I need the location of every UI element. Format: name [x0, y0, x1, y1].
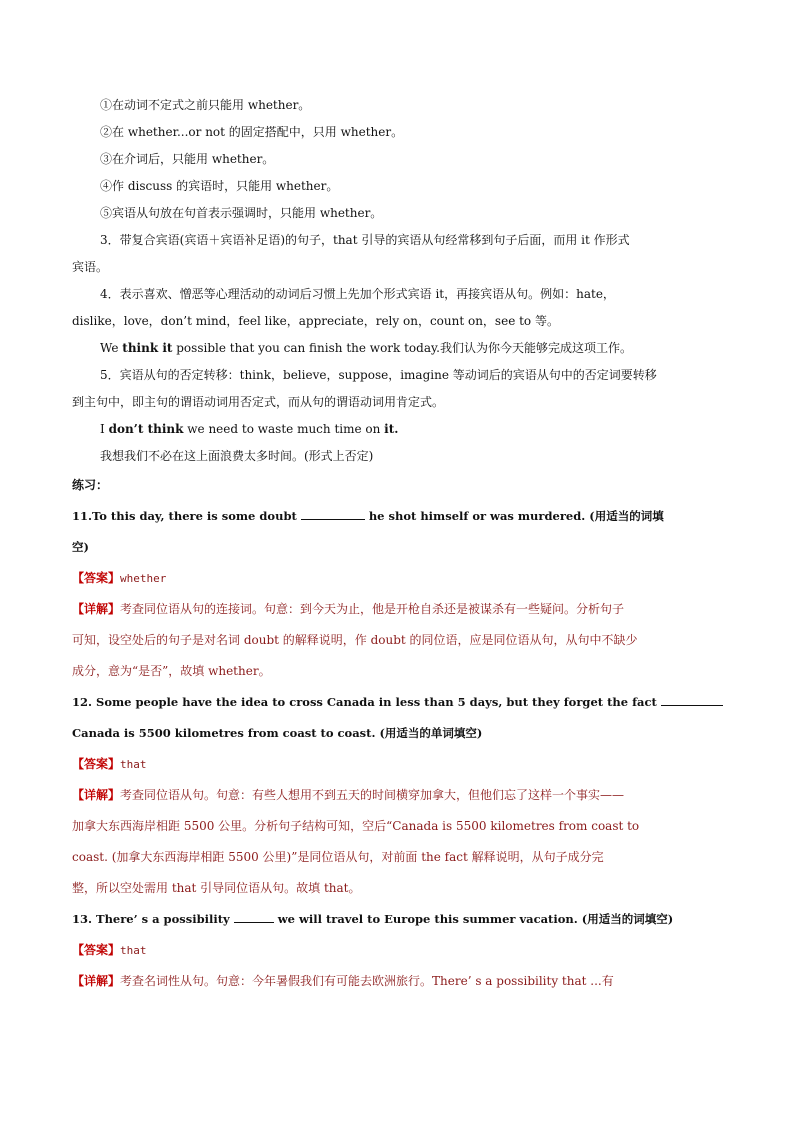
example-2-part-c: we need to waste much time on [183, 422, 385, 436]
example-2-it: it. [384, 422, 399, 436]
question-12-part-a: 12. Some people have the idea to cross Canada in less than 5 days, but they forget the fact [72, 695, 661, 709]
practice-heading: 练习： [72, 478, 109, 492]
answer-12 [72, 749, 724, 780]
detail-12-text-1: 考查同位语从句。句意：有些人想用不到五天的时间横穿加拿大，但他们忘了这样一个事实—— [120, 788, 625, 802]
rule-3-line-1: 3．带复合宾语(宾语＋宾语补足语)的句子，that 引导的宾语从句经常移到句子后面，而用 it 作形式 [100, 233, 630, 247]
question-12 [72, 687, 724, 718]
detail-12-line-4: 整，所以空处需用 that 引导同位语从句。故填 that。 [72, 881, 361, 895]
example-2-emphasis: don’t think [108, 422, 184, 436]
example-sentence-1 [72, 335, 724, 362]
rule-4-line-2: dislike，love，don’t mind，feel like，appreciate，rely on，count on，see to 等。 [72, 314, 559, 328]
detail-12-line-1 [72, 780, 724, 811]
question-13-blank [234, 910, 274, 923]
detail-11-line-1 [72, 594, 724, 625]
question-11 [72, 501, 724, 532]
example-1-part-a: We [100, 341, 123, 355]
answer-label: 【答案】 [72, 571, 121, 585]
example-sentence-2 [72, 416, 724, 443]
answer-label: 【答案】 [72, 943, 121, 957]
document-page [72, 92, 724, 997]
example-1-emphasis: think it [122, 341, 173, 355]
example-2-part-a: I [100, 422, 109, 436]
detail-12-line-2: 加拿大东西海岸相距 5500 公里。分析句子结构可知，空后“Canada is 5500 kilometres from coast to [72, 819, 640, 833]
question-11-part-b: he shot himself or was murdered. (用适当的词填 [364, 509, 664, 523]
detail-11-line-3: 成分，意为“是否”，故填 whether。 [72, 664, 271, 678]
answer-12-value: that [120, 758, 147, 771]
question-12-cont: Canada is 5500 kilometres from coast to coast. (用适当的单词填空) [72, 726, 483, 740]
note-line-3: ③在介词后，只能用 whether。 [100, 152, 275, 166]
detail-11-line-2: 可知，设空处后的句子是对名词 doubt 的解释说明，作 doubt 的同位语，应是同位语从句，从句中不缺少 [72, 633, 638, 647]
note-line-1: ①在动词不定式之前只能用 whether。 [100, 98, 311, 112]
answer-11 [72, 563, 724, 594]
question-12-blank [661, 693, 723, 706]
note-line-4: ④作 discuss 的宾语时，只能用 whether。 [100, 179, 339, 193]
detail-13-line-1 [72, 966, 724, 997]
question-11-cont: 空) [72, 540, 89, 554]
detail-label: 【详解】 [72, 602, 121, 616]
rule-5-line-2: 到主句中，即主句的谓语动词用否定式，而从句的谓语动词用肯定式。 [72, 395, 445, 409]
question-11-blank [301, 507, 365, 520]
rule-3-line-2: 宾语。 [72, 260, 109, 274]
detail-11-text-1: 考查同位语从句的连接词。句意：到今天为止，他是开枪自杀还是被谋杀有一些疑问。分析句子 [120, 602, 625, 616]
detail-label: 【详解】 [72, 788, 121, 802]
detail-13-text-1: 考查名词性从句。句意：今年暑假我们有可能去欧洲旅行。There’ s a possibility that ...有 [120, 974, 614, 988]
answer-13-value: that [120, 944, 147, 957]
question-13-part-a: 13. There’ s a possibility [72, 912, 234, 926]
answer-13 [72, 935, 724, 966]
question-11-part-a: 11.To this day, there is some doubt [72, 509, 301, 523]
answer-11-value: whether [120, 572, 167, 585]
note-line-5: ⑤宾语从句放在句首表示强调时，只能用 whether。 [100, 206, 383, 220]
detail-12-line-3: coast. (加拿大东西海岸相距 5500 公里)”是同位语从句，对前面 the fact 解释说明，从句子成分完 [72, 850, 604, 864]
answer-label: 【答案】 [72, 757, 121, 771]
detail-label: 【详解】 [72, 974, 121, 988]
example-1-part-c: possible that you can finish the work today.我们认为你今天能够完成这项工作。 [172, 341, 632, 355]
note-line-2: ②在 whether...or not 的固定搭配中，只用 whether。 [100, 125, 404, 139]
rule-5-line-1: 5．宾语从句的否定转移：think，believe，suppose，imagine 等动词后的宾语从句中的否定词要转移 [100, 368, 657, 382]
question-13 [72, 904, 724, 935]
rule-4-line-1: 4．表示喜欢、憎恶等心理活动的动词后习惯上先加个形式宾语 it，再接宾语从句。例如：hate， [100, 287, 615, 301]
example-2-translation: 我想我们不必在这上面浪费太多时间。(形式上否定) [100, 449, 374, 463]
question-13-part-b: we will travel to Europe this summer vacation. (用适当的词填空) [273, 912, 674, 926]
